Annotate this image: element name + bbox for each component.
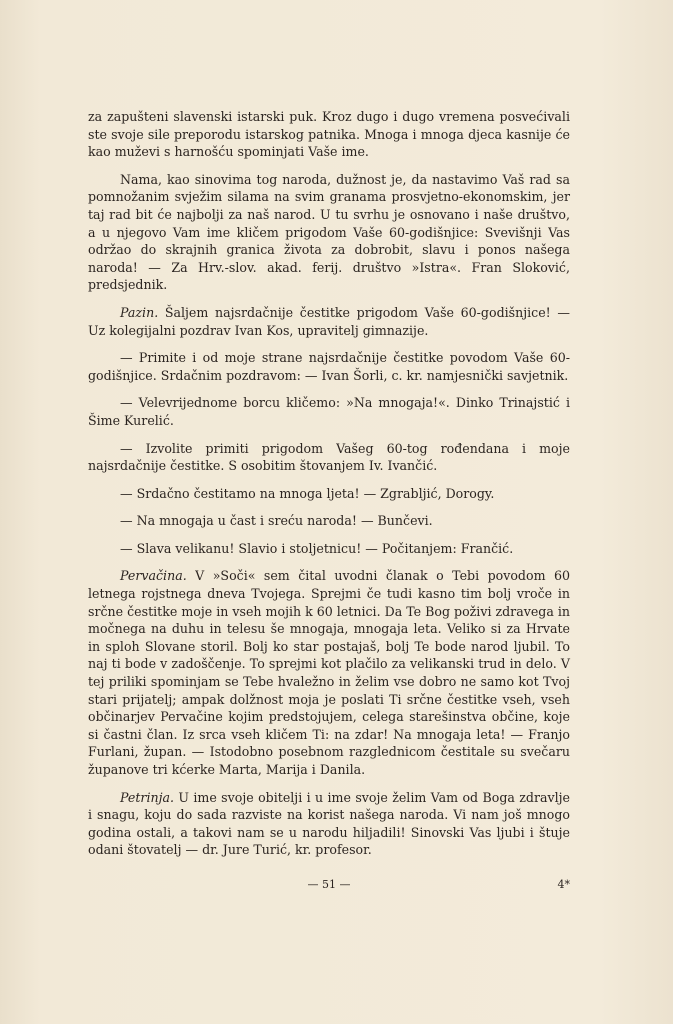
paragraph-10: Pervačina. V »Soči« sem čital uvodni članak o Tebi povodom 60 letnega rojstnega dneva Tvojega. Sprejmi če tudi kasno tim bolj vroče in srčne čestitke moje in vseh mojih k 60 letnici. Da Te Bog poživi zdravega in močnega na duhu in telesu še mnogaja, mnogaja leta. Veliko si za Hrvate in sploh Slovane storil. Bolj ko star postajaš, bolj Te bode narod ljubil. To naj ti bode v zadoščenje. To sprejmi kot plačilo za velikanski trud in delo. V tej priliki spominjam se Tebe hvaležno in želim vse dobro ne samo kot Tvoj stari prijatelj; ampak dolžnost moja je poslati Ti srčne čestitke vseh, vseh občinarjev Pervačine kojim predstojujem, celega starešinstva občine, koje si častni član. Iz srca vseh kličem Ti: na zdar! Na mnogaja leta! — Franjo Furlani, župan. — Istodobno posebnom razglednicom čestitale su svečaru županove tri kćerke Marta, Marija i Danila. [88, 568, 570, 777]
paragraph-8: — Na mnogaja u čast i sreću naroda! — Bunčevi. [120, 513, 433, 529]
place-name: Petrinja. [120, 789, 174, 805]
paragraph-3: Pazin. Šaljem najsrdačnije čestitke prigodom Vaše 60-godišnjice! — Uz kolegijalni pozdrav Ivan Kos, upravitelj gimnazije. [88, 304, 570, 338]
paragraph-5: — Velevrijednome borcu kličemo: »Na mnogaja!«. Dinko Trinajstić i Šime Kurelić. [88, 395, 570, 428]
paragraph-9: — Slava velikanu! Slavio i stoljetnicu! — Počitanjem: Frančić. [120, 540, 514, 556]
paragraph-2: Nama, kao sinovima tog naroda, dužnost je, da nastavimo Vaš rad sa pomnožanim svježim silama na svim granama prosvjetno-ekonomskim, jer taj rad bit će najbolji za naš narod. U tu svrhu je osnovano i naše društvo, a u njegovo Vam ime kličem prigodom Vaše 60-godišnjice: Svevišnji Vas održao do skrajnih granica života za dobrobit, slavu i ponos našega naroda! — Za Hrv.-slov. akad. ferij. društvo »Istra«. Fran Sloković, predsjednik. [88, 171, 570, 293]
paragraph-11: Petrinja. U ime svoje obitelji i u ime svoje želim Vam od Boga zdravlje i snagu, koju do sada razviste na korist našega naroda. Vi nam još mnogo godina ostali, a takovi nam se u narodu hiljadili! Sinovski Vas ljubi i štuje odani štovatelj — dr. Jure Turić, kr. profesor. [88, 789, 570, 858]
place-name: Pervačina. [120, 568, 187, 584]
paragraph-4: — Primite i od moje strane najsrdačnije čestitke povodom Vaše 60-godišnjice. Srdačnim pozdravom: — Ivan Šorli, c. kr. namjesnički savjetnik. [88, 350, 570, 383]
paragraph-7: — Srdačno čestitamo na mnoga ljeta! — Zgrabljić, Dorogy. [120, 485, 495, 501]
paragraph-1: za zapušteni slavenski istarski puk. Kroz dugo i dugo vremena posvećivali ste svoje sile preporodu istarskog patnika. Mnoga i mnoga djeca kasnije će kao muževi s harnošću spominjati Vaše ime. [88, 109, 570, 160]
page-number: — 51 — [307, 878, 351, 891]
place-name: Pazin. [120, 304, 159, 320]
page-body [88, 108, 570, 869]
paragraph-6: — Izvolite primiti prigodom Vašeg 60-tog rođendana i moje najsrdačnije čestitke. S osobitim štovanjem Iv. Ivančić. [88, 440, 570, 474]
signature-mark: 4* [557, 878, 570, 891]
